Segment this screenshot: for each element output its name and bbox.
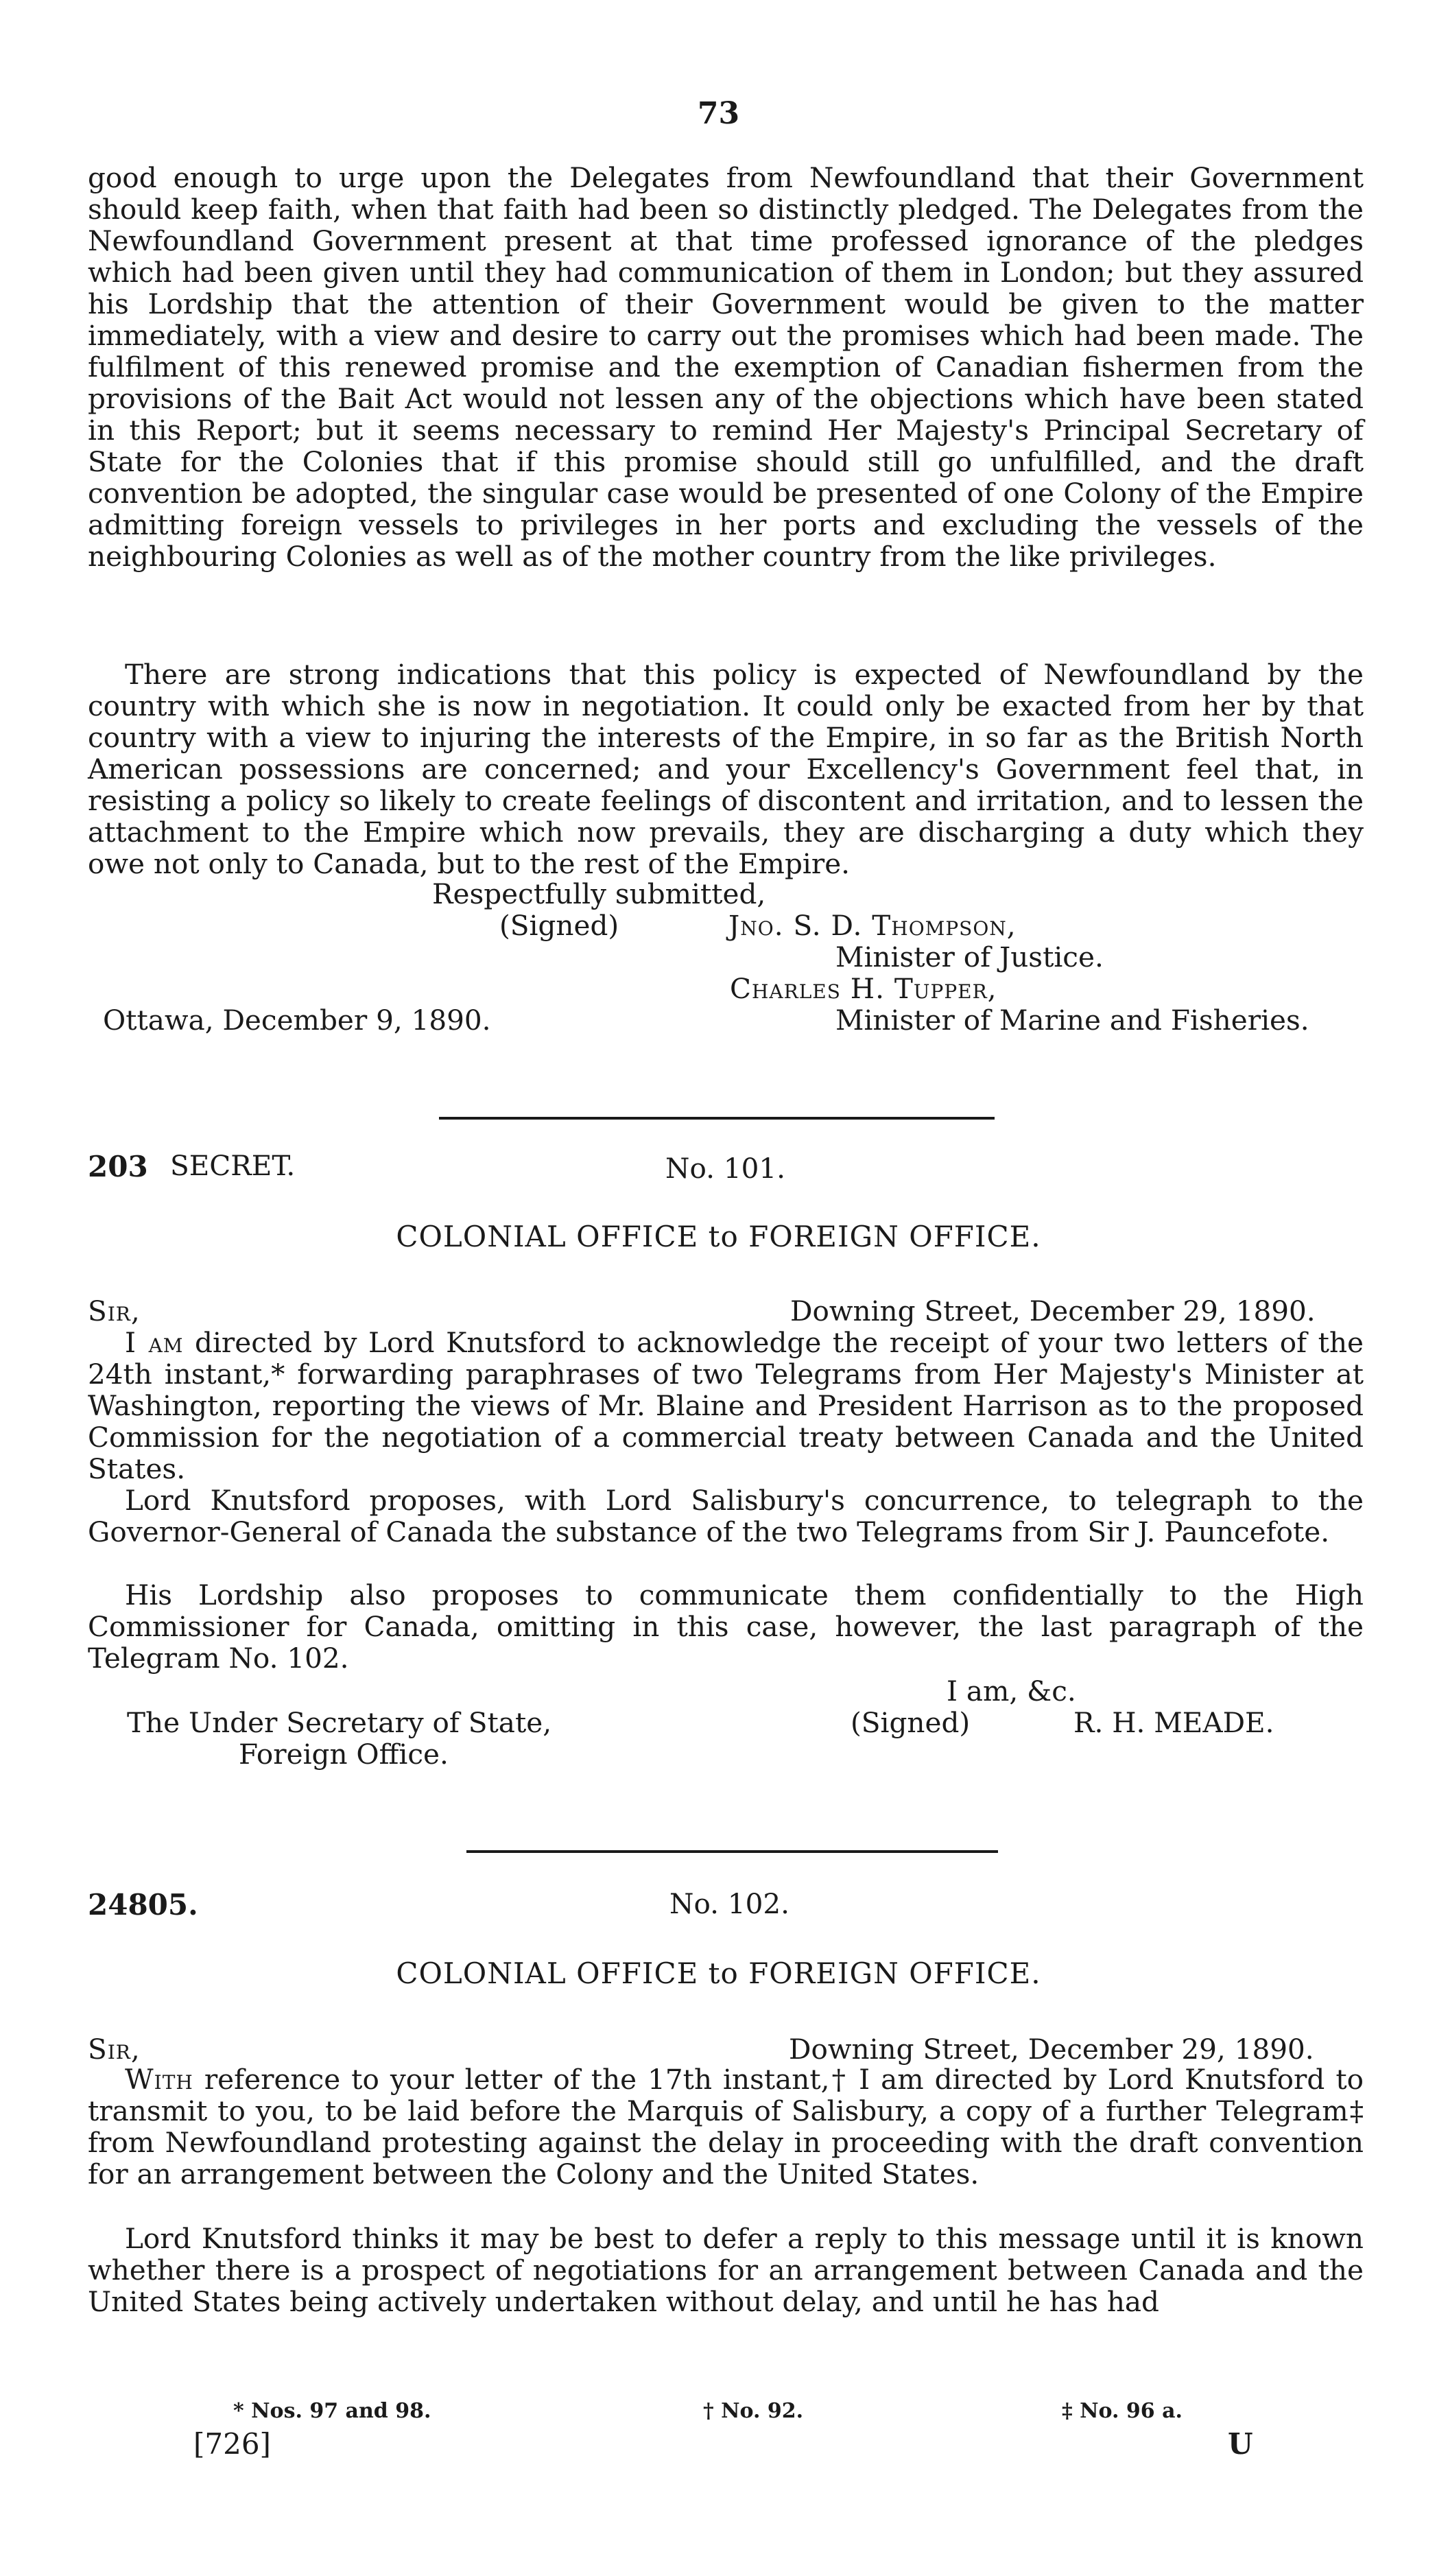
salutation-sir: Sir, [88,2033,141,2066]
signer-meade: R. H. MEADE. [1073,1706,1274,1739]
report-paragraph-1: good enough to urge upon the Delegates from Newfoundland that their Government should keep faith, when that faith had been so distinctly pledged. The Delegates from the Newfoundland Government present at that time professed ignorance of the pledges which had been given until they had communication of them in London; but they assured his Lordship that the attention of their Government would be given to the matter immediately, with a view and desire to carry out the promises which had been made. The fulfilment of this renewed promise and the exemption of Canadian fishermen from the provisions of the Bait Act would not lessen any of the objections which have been stated in this Report; but it seems necessary to remind Her Majesty's Principal Secretary of State for the Colonies that if this promise should still go unfulfilled, and the draft convention be adopted, the singular case would be presented of one Colony of the Empire admitting foreign vessels to privileges in her ports and excluding the vessels of the neighbouring Colonies as well as of the mother country from the like privileges. [88,161,1364,573]
title-minister-justice: Minister of Justice. [835,941,1104,973]
body-text: directed by Lord Knutsford to acknowledge the receipt of your two letters of the 24th instant,* forwarding paraphrases of two Telegrams from Her Majesty's Minister at Washington, reporting the views of Mr. Blaine and President Harrison as to the proposed Commission for the negotiation of a commercial treaty between Canada and the United States. [88,1326,1364,1485]
letter-102-paragraph-1 [88,2064,1364,2190]
footnote-1: * Nos. 97 and 98. [233,2399,431,2423]
heading-colonial-foreign-101: COLONIAL OFFICE to FOREIGN OFFICE. [396,1220,1041,1253]
heading-colonial-foreign-102: COLONIAL OFFICE to FOREIGN OFFICE. [396,1957,1041,1990]
address-date-101: Downing Street, December 29, 1890. [790,1295,1316,1327]
place-date: Ottawa, December 9, 1890. [103,1004,491,1037]
signed-label: (Signed) [499,909,619,942]
addressee-line-1: The Under Secretary of State, [127,1706,552,1739]
body-text: reference to your letter of the 17th instant,† I am directed by Lord Knutsford to transmit to you, to be laid before the Marquis of Salisbury, a copy of a further Telegram‡ from Newfoundland protesting against the delay in proceeding with the draft convention for an arrangement between the Colony and the United States. [88,2063,1364,2190]
letter-102-paragraph-2: Lord Knutsford thinks it may be best to defer a reply to this message until it is known whether there is a prospect of negotiations for an arrangement between Canada and the United States being actively undertaken without delay, and until he has had [88,2222,1364,2318]
letter-101-paragraph-2: Lord Knutsford proposes, with Lord Salisbury's concurrence, to telegraph to the Governor-General of Canada the substance of the two Telegrams from Sir J. Pauncefote. [88,1484,1364,1548]
address-date-102: Downing Street, December 29, 1890. [789,2033,1314,2066]
addressee-line-2: Foreign Office. [239,1738,449,1771]
title-minister-marine: Minister of Marine and Fisheries. [835,1004,1309,1037]
doc-ref-203: 203 [88,1150,148,1183]
letter-101-paragraph-3: His Lordship also proposes to communicate them confidentially to the High Commissioner for Canada, omitting in this case, however, the last paragraph of the Telegram No. 102. [88,1579,1364,1675]
salutation-sir: Sir, [88,1295,141,1327]
closing-i-am: I am, &c. [947,1675,1076,1708]
closing-respectfully: Respectfully submitted, [432,877,766,910]
signer-thompson: Jno. S. D. Thompson, [728,909,1017,942]
signature-letter: U [1228,2427,1253,2461]
secret-label: SECRET. [170,1149,296,1182]
printer-mark: [726] [193,2427,271,2461]
report-paragraph-2: There are strong indications that this policy is expected of Newfoundland by the country with which she is now in negotiation. It could only be exacted from her by that country with a view to injuring the interests of the Empire, in so far as the British North American possessions are concerned; and your Excellency's Government feel that, in resisting a policy so likely to create feelings of discontent and irritation, and to lessen the attachment to the Empire which now prevails, they are discharging a duty which they owe not only to Canada, but to the rest of the Empire. [88,658,1364,880]
section-divider-2 [466,1850,998,1853]
document-number-101: No. 101. [665,1152,786,1185]
doc-ref-24805: 24805. [88,1888,198,1922]
lead-words: With [125,2063,193,2096]
page-number: 73 [697,96,740,131]
section-divider-1 [439,1117,995,1120]
footnote-3: ‡ No. 96 a. [1062,2399,1183,2423]
letter-101-paragraph-1 [88,1327,1364,1485]
footnote-2: † No. 92. [703,2399,804,2423]
lead-words: I am [125,1326,184,1359]
signed-label: (Signed) [851,1706,971,1739]
document-number-102: No. 102. [669,1887,790,1920]
signer-tupper: Charles H. Tupper, [730,972,997,1005]
